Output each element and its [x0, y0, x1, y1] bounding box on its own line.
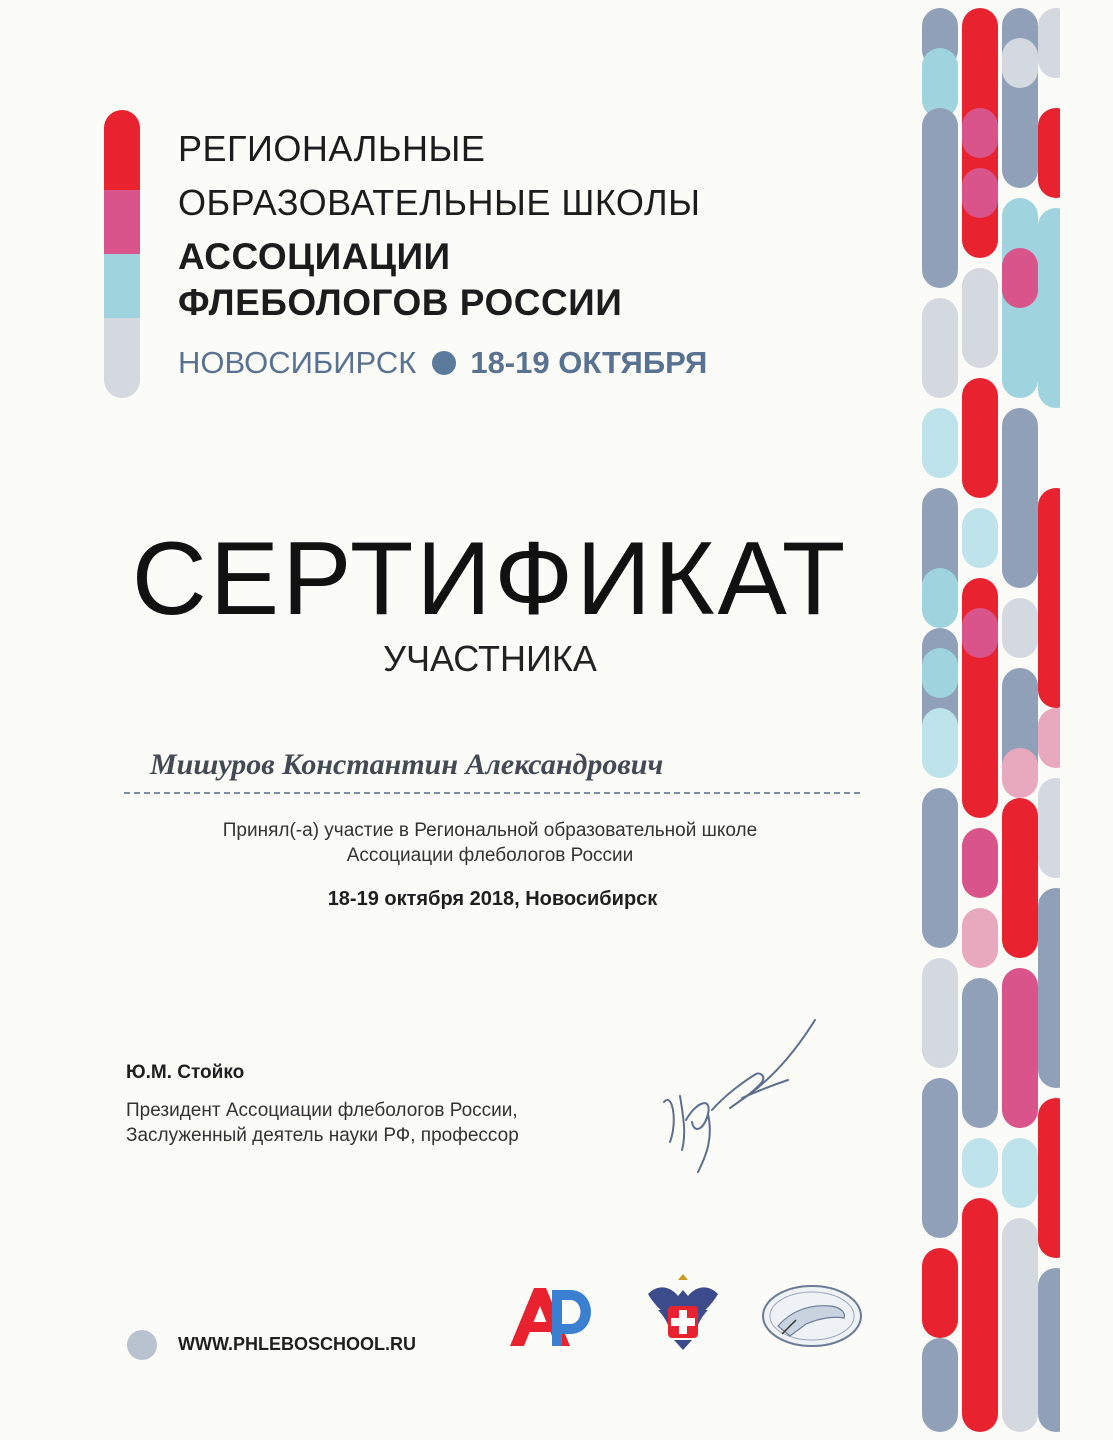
- pill-column-1: [922, 8, 958, 1432]
- signatory-role-1: Президент Ассоциации флебологов России,: [126, 1100, 518, 1121]
- certificate-subtitle: УЧАСТНИКА: [383, 638, 597, 679]
- participation-text-2: Ассоциации флебологов России: [346, 845, 634, 866]
- header-dates: 18-19 ОКТЯБРЯ: [470, 345, 708, 380]
- header-line-2: ОБРАЗОВАТЕЛЬНЫЕ ШКОЛЫ: [178, 182, 701, 223]
- afr-logo-icon: [508, 1284, 600, 1348]
- pill-column-3: [1002, 8, 1038, 1432]
- pill-column-2: [962, 8, 998, 1432]
- name-underline: [124, 792, 860, 794]
- website-link[interactable]: WWW.PHLEBOSCHOOL.RU: [178, 1334, 416, 1354]
- header-city: НОВОСИБИРСК: [178, 345, 417, 380]
- signatory-role-2: Заслуженный деятель науки РФ, профессор: [126, 1125, 519, 1146]
- header-city-dates: [178, 345, 707, 381]
- signatory-name: Ю.М. Стойко: [126, 1062, 245, 1083]
- website-dot-icon: [127, 1330, 157, 1360]
- participation-text-1: Принял(-а) участие в Региональной образовательной школе: [222, 820, 758, 841]
- ministry-emblem-icon: [640, 1270, 726, 1354]
- surgeons-society-logo-icon: [760, 1282, 864, 1350]
- recipient-name: Мишуров Константин Александрович: [150, 748, 664, 781]
- pill-column-4: [1038, 8, 1060, 1432]
- event-date-place: 18-19 октября 2018, Новосибирск: [327, 888, 658, 910]
- header-line-3: АССОЦИАЦИИ: [178, 236, 451, 277]
- bullet-dot-icon: [432, 351, 456, 375]
- handwritten-signature: [650, 1010, 830, 1180]
- header-color-bar: [104, 110, 140, 398]
- header-line-1: РЕГИОНАЛЬНЫЕ: [178, 128, 486, 169]
- header-line-4: ФЛЕБОЛОГОВ РОССИИ: [178, 282, 623, 323]
- certificate-title: СЕРТИФИКАТ: [131, 521, 849, 637]
- decorative-pill-strip: [920, 8, 1060, 1432]
